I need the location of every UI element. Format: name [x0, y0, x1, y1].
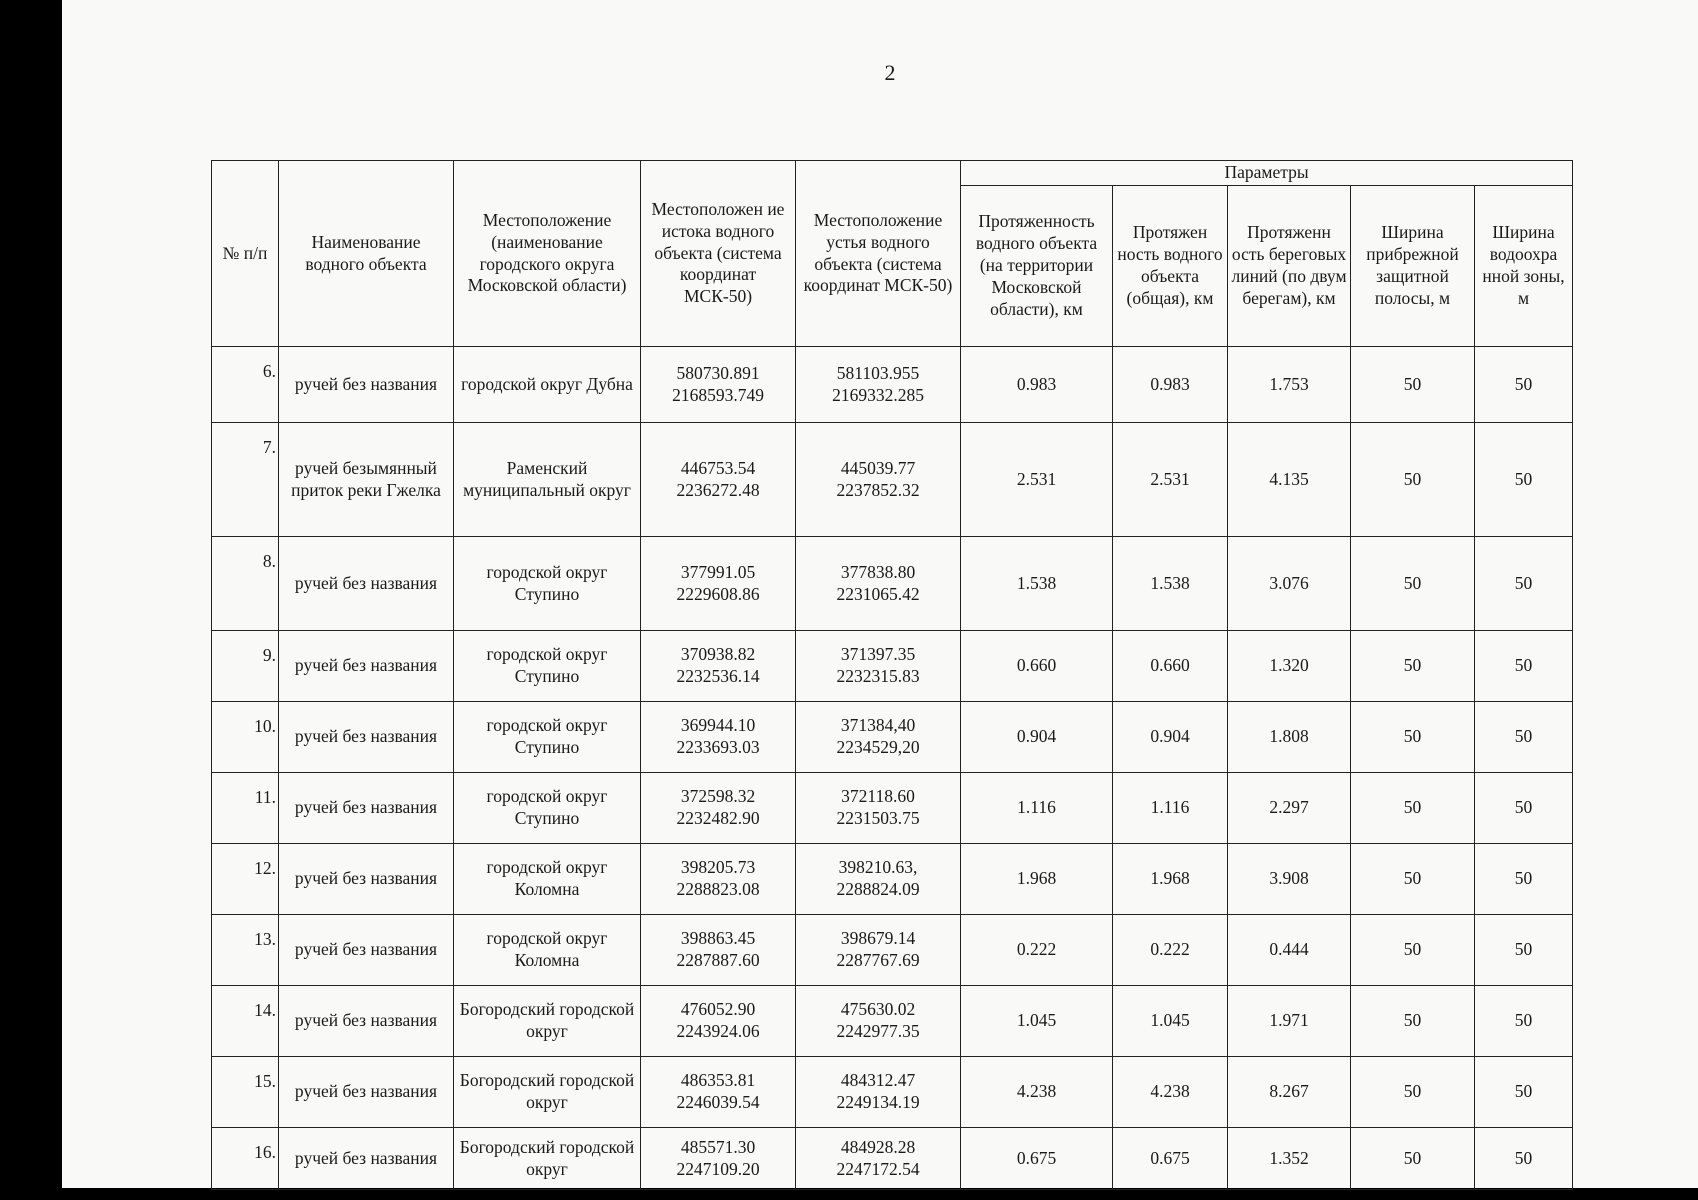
row-source-x: 485571.30 [680, 1136, 756, 1157]
row-mouth-y: 2288824.09 [836, 879, 920, 899]
header-num: № п/п [212, 161, 279, 347]
row-name: ручей без названия [279, 986, 454, 1057]
row-source-x: 370938.82 [680, 644, 756, 665]
row-mouth [796, 915, 961, 986]
row-source [641, 915, 796, 986]
header-mouth: Местоположение устья водного объекта (система координат МСК-50) [796, 161, 961, 347]
row-shore-length: 0.444 [1228, 915, 1351, 986]
document-page [62, 0, 1698, 1188]
row-mouth-y: 2231503.75 [836, 808, 920, 828]
row-location: городской округ Ступино [454, 702, 641, 773]
row-source-x: 476052.90 [680, 999, 756, 1020]
row-source-x: 486353.81 [680, 1070, 756, 1091]
table-row [212, 986, 1573, 1057]
row-length-total: 1.045 [1113, 986, 1228, 1057]
table-row [212, 1128, 1573, 1190]
row-source [641, 1128, 796, 1190]
row-protection-zone: 50 [1475, 844, 1573, 915]
row-shore-length: 2.297 [1228, 773, 1351, 844]
row-coastal-strip: 50 [1351, 773, 1475, 844]
row-location: городской округ Ступино [454, 537, 641, 631]
row-length-region: 0.904 [961, 702, 1113, 773]
row-coastal-strip: 50 [1351, 702, 1475, 773]
row-source-x: 580730.891 [676, 362, 760, 383]
row-coastal-strip: 50 [1351, 1057, 1475, 1128]
row-length-region: 0.222 [961, 915, 1113, 986]
row-mouth-y: 2231065.42 [836, 583, 920, 604]
row-length-total: 1.968 [1113, 844, 1228, 915]
water-bodies-table [211, 160, 1573, 1190]
row-coastal-strip: 50 [1351, 423, 1475, 537]
row-mouth-x: 371384,40 [840, 715, 916, 736]
header-row [212, 161, 1573, 186]
row-mouth-x: 398679.14 [840, 928, 916, 949]
row-mouth [796, 986, 961, 1057]
row-mouth-y: 2242977.35 [836, 1021, 920, 1041]
row-length-region: 1.968 [961, 844, 1113, 915]
row-coastal-strip: 50 [1351, 1128, 1475, 1190]
row-coastal-strip: 50 [1351, 915, 1475, 986]
row-protection-zone: 50 [1475, 1057, 1573, 1128]
row-source-y: 2288823.08 [676, 879, 760, 899]
row-length-total: 0.222 [1113, 915, 1228, 986]
row-source-x: 398863.45 [680, 928, 756, 949]
table-row [212, 915, 1573, 986]
row-num: 13. [212, 915, 279, 986]
header-location: Местоположение (наименование городского округа Московской области) [454, 161, 641, 347]
row-source-y: 2232536.14 [676, 666, 760, 686]
row-shore-length: 4.135 [1228, 423, 1351, 537]
page-number: 2 [884, 60, 896, 85]
row-name: ручей без названия [279, 844, 454, 915]
header-source: Местоположен ие истока водного объекта (система координат МСК-50) [641, 161, 796, 347]
row-name: ручей без названия [279, 773, 454, 844]
row-source-x: 369944.10 [680, 715, 756, 736]
row-mouth-y: 2232315.83 [836, 666, 920, 686]
row-protection-zone: 50 [1475, 986, 1573, 1057]
row-mouth [796, 773, 961, 844]
row-length-total: 1.116 [1113, 773, 1228, 844]
row-protection-zone: 50 [1475, 915, 1573, 986]
row-name: ручей без названия [279, 631, 454, 702]
row-source-y: 2246039.54 [676, 1092, 760, 1112]
row-length-region: 0.675 [961, 1128, 1113, 1190]
row-source [641, 1057, 796, 1128]
row-num: 12. [212, 844, 279, 915]
row-source-y: 2233693.03 [676, 737, 760, 757]
row-mouth [796, 537, 961, 631]
row-mouth-x: 484312.47 [840, 1070, 916, 1091]
row-mouth-y: 2234529,20 [836, 737, 920, 757]
row-num: 14. [212, 986, 279, 1057]
row-name: ручей без названия [279, 1128, 454, 1190]
row-name: ручей безымянный приток реки Гжелка [279, 423, 454, 537]
row-location: городской округ Коломна [454, 915, 641, 986]
row-mouth [796, 702, 961, 773]
row-protection-zone: 50 [1475, 631, 1573, 702]
row-protection-zone: 50 [1475, 1128, 1573, 1190]
header-length-region: Протяженность водного объекта (на территории Московской области), км [961, 186, 1113, 347]
row-length-region: 2.531 [961, 423, 1113, 537]
row-source-y: 2229608.86 [676, 583, 760, 604]
row-source-y: 2247109.20 [676, 1158, 760, 1179]
row-mouth [796, 631, 961, 702]
row-mouth [796, 1128, 961, 1190]
row-coastal-strip: 50 [1351, 537, 1475, 631]
row-shore-length: 3.908 [1228, 844, 1351, 915]
row-length-region: 1.116 [961, 773, 1113, 844]
row-mouth-x: 377838.80 [840, 561, 916, 582]
row-source-y: 2243924.06 [676, 1021, 760, 1041]
row-mouth [796, 423, 961, 537]
row-source-x: 372598.32 [680, 786, 756, 807]
row-name: ручей без названия [279, 537, 454, 631]
row-shore-length: 1.320 [1228, 631, 1351, 702]
row-shore-length: 1.352 [1228, 1128, 1351, 1190]
row-mouth [796, 844, 961, 915]
header-name: Наименование водного объекта [279, 161, 454, 347]
row-mouth-x: 372118.60 [841, 786, 915, 807]
row-coastal-strip: 50 [1351, 844, 1475, 915]
header-length-total: Протяжен ность водного объекта (общая), км [1113, 186, 1228, 347]
row-length-total: 0.904 [1113, 702, 1228, 773]
row-protection-zone: 50 [1475, 423, 1573, 537]
row-length-total: 0.983 [1113, 347, 1228, 423]
row-length-region: 4.238 [961, 1057, 1113, 1128]
row-location: городской округ Коломна [454, 844, 641, 915]
row-shore-length: 1.808 [1228, 702, 1351, 773]
row-source [641, 702, 796, 773]
row-mouth-x: 445039.77 [840, 457, 916, 478]
row-length-region: 0.660 [961, 631, 1113, 702]
row-mouth-y: 2287767.69 [836, 950, 920, 970]
row-name: ручей без названия [279, 347, 454, 423]
row-name: ручей без названия [279, 915, 454, 986]
row-location: Богородский городской округ [454, 986, 641, 1057]
table-row [212, 423, 1573, 537]
row-location: городской округ Дубна [454, 347, 641, 423]
row-length-region: 0.983 [961, 347, 1113, 423]
row-num: 9. [212, 631, 279, 702]
row-location: городской округ Ступино [454, 773, 641, 844]
header-protection-zone: Ширина водоохра нной зоны, м [1475, 186, 1573, 347]
row-source [641, 844, 796, 915]
row-source [641, 347, 796, 423]
row-protection-zone: 50 [1475, 537, 1573, 631]
row-length-total: 0.675 [1113, 1128, 1228, 1190]
header-params-group: Параметры [961, 161, 1573, 186]
row-name: ручей без названия [279, 702, 454, 773]
row-mouth-y: 2237852.32 [836, 479, 920, 500]
table-row [212, 702, 1573, 773]
row-length-total: 0.660 [1113, 631, 1228, 702]
row-source-y: 2168593.749 [672, 384, 764, 405]
row-protection-zone: 50 [1475, 773, 1573, 844]
row-source [641, 631, 796, 702]
row-location: городской округ Ступино [454, 631, 641, 702]
row-source-y: 2232482.90 [676, 808, 760, 828]
row-source-x: 377991.05 [680, 561, 756, 582]
row-num: 15. [212, 1057, 279, 1128]
row-mouth-x: 484928.28 [840, 1136, 916, 1157]
table-row [212, 844, 1573, 915]
row-coastal-strip: 50 [1351, 986, 1475, 1057]
table-row [212, 347, 1573, 423]
row-length-region: 1.538 [961, 537, 1113, 631]
row-num: 11. [212, 773, 279, 844]
row-length-total: 2.531 [1113, 423, 1228, 537]
row-num: 10. [212, 702, 279, 773]
row-mouth-y: 2247172.54 [836, 1158, 920, 1179]
row-coastal-strip: 50 [1351, 631, 1475, 702]
row-source [641, 986, 796, 1057]
row-length-region: 1.045 [961, 986, 1113, 1057]
row-location: Раменский муниципальный округ [454, 423, 641, 537]
header-coastal-strip: Ширина прибрежной защитной полосы, м [1351, 186, 1475, 347]
row-protection-zone: 50 [1475, 702, 1573, 773]
row-location: Богородский городской округ [454, 1057, 641, 1128]
row-mouth [796, 1057, 961, 1128]
row-source-x: 446753.54 [680, 457, 756, 478]
row-num: 6. [212, 347, 279, 423]
row-shore-length: 1.753 [1228, 347, 1351, 423]
row-mouth-x: 371397.35 [840, 644, 916, 665]
row-length-total: 1.538 [1113, 537, 1228, 631]
row-shore-length: 8.267 [1228, 1057, 1351, 1128]
header-shore-length: Протяженн ость береговых линий (по двум берегам), км [1228, 186, 1351, 347]
row-name: ручей без названия [279, 1057, 454, 1128]
table-row [212, 537, 1573, 631]
row-source-y: 2236272.48 [676, 479, 760, 500]
row-mouth-x: 398210.63, [838, 857, 918, 878]
row-length-total: 4.238 [1113, 1057, 1228, 1128]
row-mouth [796, 347, 961, 423]
table-row [212, 773, 1573, 844]
table-row [212, 631, 1573, 702]
row-shore-length: 3.076 [1228, 537, 1351, 631]
row-source-x: 398205.73 [680, 857, 756, 878]
row-shore-length: 1.971 [1228, 986, 1351, 1057]
row-source-y: 2287887.60 [676, 950, 760, 970]
row-mouth-x: 475630.02 [840, 999, 916, 1020]
row-source [641, 773, 796, 844]
row-num: 16. [212, 1128, 279, 1190]
row-mouth-x: 581103.955 [836, 362, 920, 383]
row-source [641, 537, 796, 631]
row-num: 7. [212, 423, 279, 537]
row-location: Богородский городской округ [454, 1128, 641, 1190]
row-protection-zone: 50 [1475, 347, 1573, 423]
row-mouth-y: 2169332.285 [832, 384, 924, 405]
row-source [641, 423, 796, 537]
table-row [212, 1057, 1573, 1128]
scan-left-edge [0, 0, 62, 1200]
row-coastal-strip: 50 [1351, 347, 1475, 423]
row-num: 8. [212, 537, 279, 631]
row-mouth-y: 2249134.19 [836, 1092, 920, 1112]
